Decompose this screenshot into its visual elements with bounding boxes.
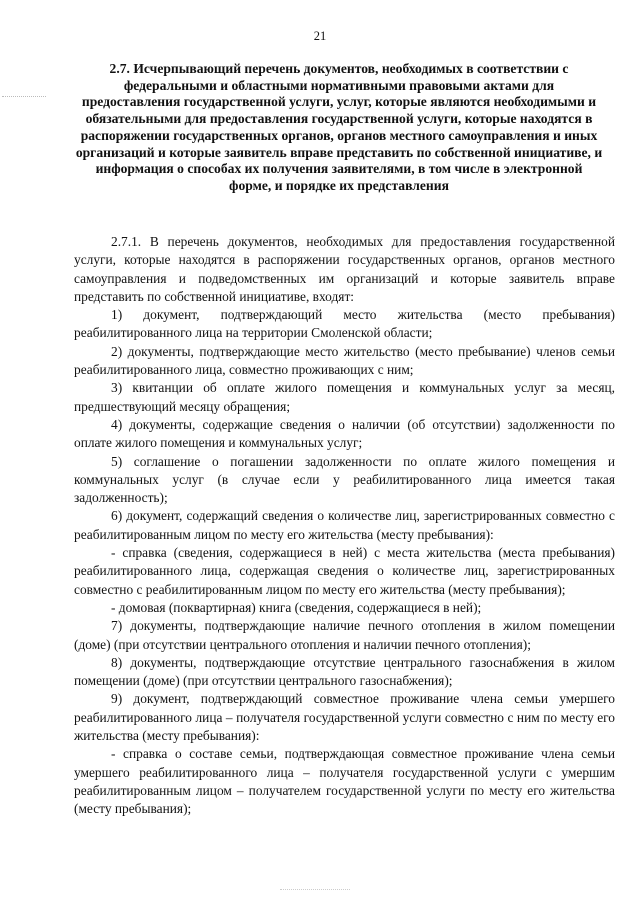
margin-mark xyxy=(2,96,46,97)
section-heading: 2.7. Исчерпывающий перечень документов, необходимых в соответствии с федеральными и областными нормативными правовыми актами для предоставления государственной услуги, услуг, которые являются необходимыми и обязательными для предоставления государственной услуги, которые находятся в распоряжении государственных органов, органов местного самоуправления и иных организаций и которые заявитель вправе представить по собственной инициативе, и информация о способах их получения заявителями, в том числе в электронной форме, и порядке их представления xyxy=(75,61,603,193)
list-subitem: - справка о составе семьи, подтверждающая совместное проживание члена семьи умершего реабилитированного лица – получателя государственной услуги с умершим реабилитированным лицом – получателем государственной услуги по месту его жительства (месту пребывания); xyxy=(74,746,615,817)
list-item: 6) документ, содержащий сведения о количестве лиц, зарегистрированных совместно с реабилитированным лицом по месту его жительства (месту пребывания): xyxy=(74,508,615,542)
list-item: 8) документы, подтверждающие отсутствие центрального газоснабжения в жилом помещении (доме) (при отсутствии центрального газоснабжения); xyxy=(74,654,615,689)
list-item: 5) соглашение о погашении задолженности по оплате жилого помещения и коммунальных услуг (в случае если у реабилитированного лица имеется такая задолженность); xyxy=(74,453,615,506)
list-item: 7) документы, подтверждающие наличие печного отопления в жилом помещении (доме) (при отсутствии центрального отопления и наличии печного отопления); xyxy=(74,618,615,652)
page-number: 21 xyxy=(313,29,327,43)
list-item: 1) документ, подтверждающий место жительства (место пребывания) реабилитированного лица на территории Смоленской области; xyxy=(74,307,615,341)
paragraph-intro: 2.7.1. В перечень документов, необходимых для предоставления государственной услуги, которые находятся в распоряжении государственных органов, органов местного самоуправления и подведомственных им организаций и которые заявитель вправе представить по собственной инициативе, входят: xyxy=(74,234,615,304)
list-item: 2) документы, подтверждающие место жительство (место пребывание) членов семьи реабилитированного лица, совместно проживающих с ним; xyxy=(74,343,615,378)
list-subitem: - домовая (поквартирная) книга (сведения, содержащиеся в ней); xyxy=(111,599,482,615)
list-item: 4) документы, содержащие сведения о наличии (об отсутствии) задолженности по оплате жилого помещения и коммунальных услуг; xyxy=(74,416,615,451)
document-body xyxy=(74,233,615,819)
list-item: 9) документ, подтверждающий совместное проживание члена семьи умершего реабилитированного лица – получателя государственной услуги совместно с ним по месту его жительства (месту пребывания): xyxy=(74,691,615,744)
list-subitem: - справка (сведения, содержащиеся в ней) с места жительства (места пребывания) реабилитированного лица, содержащая сведения о количестве лиц, зарегистрированных совместно с реабилитированным лицом по месту его жительства (месту пребывания); xyxy=(74,545,615,597)
list-item: 3) квитанции об оплате жилого помещения и коммунальных услуг за месяц, предшествующий месяцу обращения; xyxy=(74,380,615,414)
footer-rule xyxy=(280,889,350,890)
